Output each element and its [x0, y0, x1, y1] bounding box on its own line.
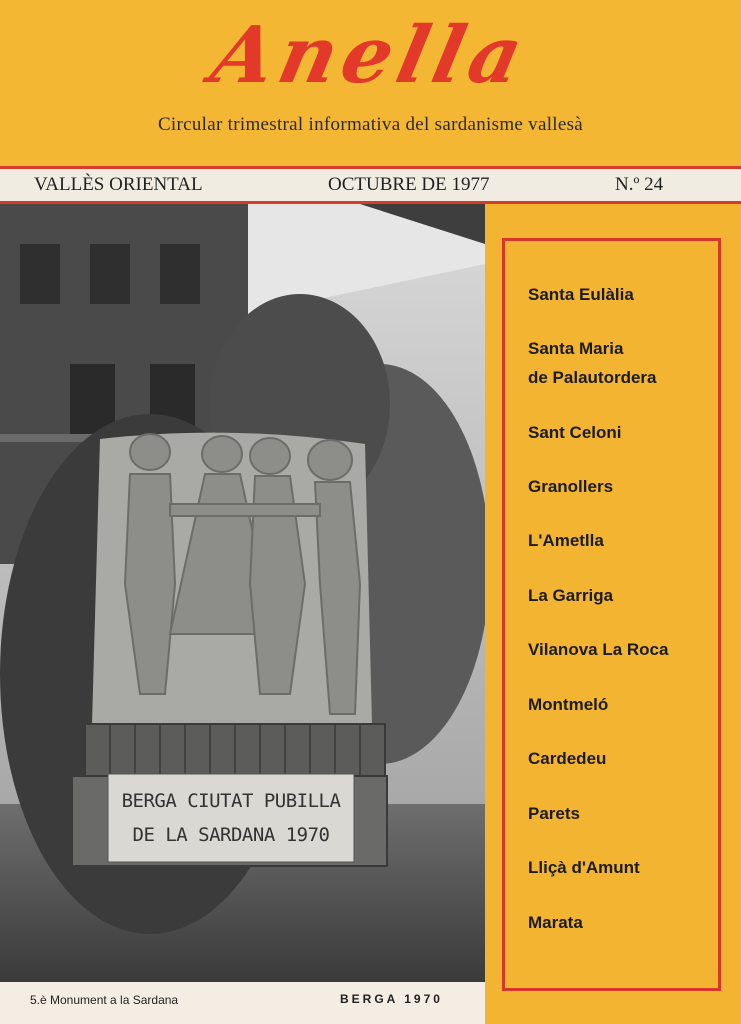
town-item: Granollers	[528, 477, 614, 496]
plaque-text	[108, 784, 354, 852]
issue-number: N.º 24	[615, 174, 664, 195]
caption-title: 5.è Monument a la Sardana	[30, 993, 179, 1007]
plaque-line-2: DE LA SARDANA 1970	[132, 824, 330, 846]
plaque-line-1: BERGA CIUTAT PUBILLA	[121, 790, 341, 812]
issue-date: OCTUBRE DE 1977	[328, 174, 490, 195]
region-label: VALLÈS ORIENTAL	[34, 174, 203, 195]
town-item: L'Ametlla	[528, 531, 604, 550]
town-item: Cardedeu	[528, 749, 607, 768]
town-item: Marata	[528, 913, 583, 932]
magazine-subtitle: Circular trimestral informativa del sardanisme vallesà	[157, 114, 584, 135]
issue-band	[0, 166, 741, 204]
caption-location: BERGA 1970	[340, 992, 443, 1006]
town-item: Santa Eulàlia	[528, 285, 634, 304]
photo-caption	[0, 982, 485, 1024]
town-item: Parets	[528, 804, 580, 823]
town-item: Lliçà d'Amunt	[528, 858, 640, 877]
town-item: Vilanova La Roca	[528, 640, 669, 659]
masthead	[0, 0, 741, 168]
town-item: La Garriga	[528, 586, 614, 605]
monument-photo	[0, 204, 485, 982]
town-item: Montmeló	[528, 695, 609, 714]
town-item: Sant Celoni	[528, 423, 622, 442]
town-item: Santa Maria de Palautordera	[528, 339, 657, 387]
cover-photo	[0, 204, 485, 982]
magazine-logo: Anella	[204, 10, 537, 101]
